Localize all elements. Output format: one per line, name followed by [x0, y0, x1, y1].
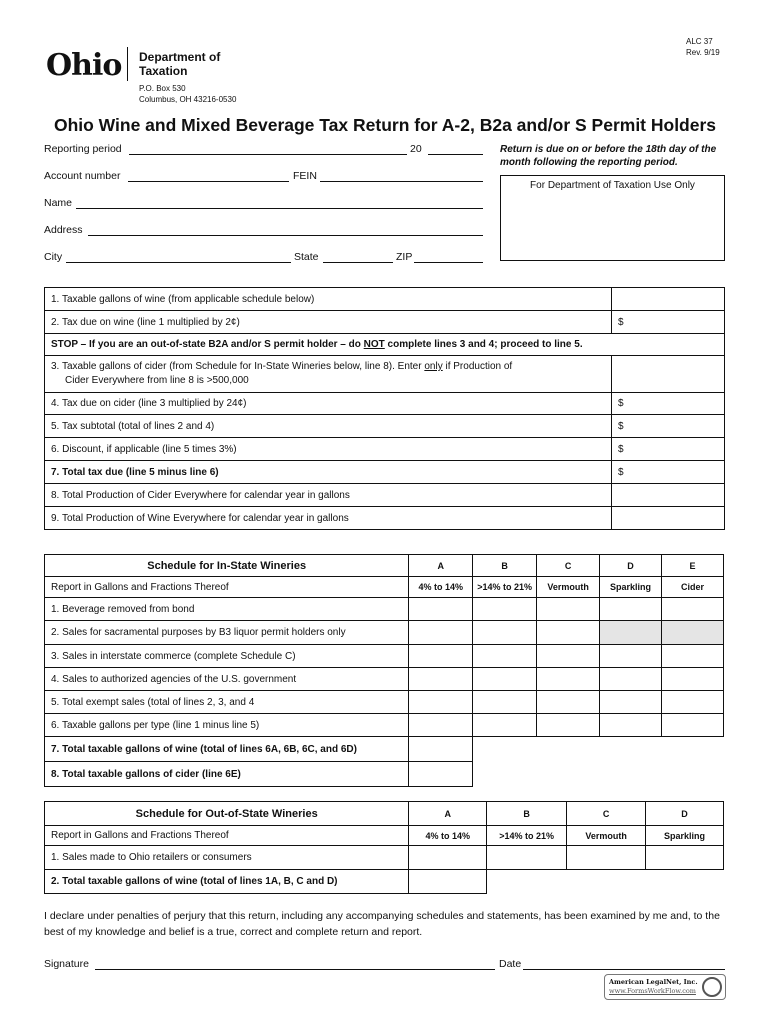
- instate-schedule-table: [44, 554, 724, 787]
- outstate-schedule-table: [44, 801, 724, 894]
- dollar-sign: $: [618, 466, 624, 478]
- instate-row-6: [45, 714, 724, 737]
- signature-label: Signature: [44, 958, 89, 970]
- instate-cell[interactable]: [409, 645, 473, 668]
- perjury-declaration: I declare under penalties of perjury that this return, including any accompanying schedules and statements, has been examined by me and, to the best of my knowledge and belief is a true, correct and complete return and report.: [44, 910, 720, 938]
- instate-cell[interactable]: [473, 668, 537, 691]
- instate-header-row: [45, 555, 724, 577]
- line-2-row: [45, 311, 725, 334]
- reporting-period-field[interactable]: [129, 154, 407, 155]
- instate-cell[interactable]: [409, 621, 473, 645]
- outstate-subtitle: Report in Gallons and Fractions Thereof: [45, 826, 409, 846]
- instate-cell[interactable]: [537, 598, 600, 621]
- instate-cell[interactable]: [662, 645, 724, 668]
- instate-row-label: 4. Sales to authorized agencies of the U.S. government: [45, 668, 409, 691]
- instate-cell[interactable]: [409, 668, 473, 691]
- line-2-input[interactable]: [612, 311, 725, 334]
- line-9-label: 9. Total Production of Wine Everywhere for calendar year in gallons: [45, 507, 612, 530]
- instate-row-label: 2. Sales for sacramental purposes by B3 liquor permit holders only: [45, 621, 409, 645]
- date-field[interactable]: [523, 969, 725, 970]
- mailing-address: [139, 83, 236, 105]
- instate-subtitle: Report in Gallons and Fractions Thereof: [45, 577, 409, 598]
- instate-row-2: [45, 621, 724, 645]
- account-number-label: Account number: [44, 170, 121, 182]
- instate-row-label: 5. Total exempt sales (total of lines 2, 3, and 4: [45, 691, 409, 714]
- form-id: [686, 36, 720, 58]
- dollar-sign: $: [618, 443, 624, 455]
- zip-label: ZIP: [396, 251, 413, 263]
- line-2-label: 2. Tax due on wine (line 1 multiplied by 2¢): [45, 311, 612, 334]
- name-field[interactable]: [76, 208, 483, 209]
- state-field[interactable]: [323, 262, 393, 263]
- instate-col-e: E: [662, 555, 724, 577]
- instate-cell[interactable]: [537, 714, 600, 737]
- empty-area: [473, 737, 724, 762]
- instate-cell[interactable]: [409, 714, 473, 737]
- instate-cell[interactable]: [662, 714, 724, 737]
- outstate-col-b: B: [487, 802, 567, 826]
- instate-cell[interactable]: [537, 691, 600, 714]
- instate-cell[interactable]: [600, 598, 662, 621]
- department-line2: Taxation: [139, 64, 188, 78]
- state-label: State: [294, 251, 319, 263]
- dollar-sign: $: [618, 398, 624, 409]
- outstate-label-c: Vermouth: [567, 826, 646, 846]
- instate-row-label: 6. Taxable gallons per type (line 1 minus line 5): [45, 714, 409, 737]
- instate-cell[interactable]: [473, 714, 537, 737]
- instate-col-d: D: [600, 555, 662, 577]
- line-4-label: 4. Tax due on cider (line 3 multiplied by 24¢): [45, 393, 612, 415]
- city-label: City: [44, 251, 63, 263]
- outstate-row-1: [45, 846, 724, 870]
- instate-cell[interactable]: [662, 691, 724, 714]
- outstate-col-c: C: [567, 802, 646, 826]
- dollar-sign: $: [618, 420, 624, 432]
- instate-col-c: C: [537, 555, 600, 577]
- line-5-input[interactable]: [612, 415, 725, 438]
- instate-row-5: [45, 691, 724, 714]
- outstate-label-a: 4% to 14%: [409, 826, 487, 846]
- instate-cell[interactable]: [537, 668, 600, 691]
- tax-lines-table: [44, 287, 725, 530]
- instate-label-e: Cider: [662, 577, 724, 598]
- line-1-label: 1. Taxable gallons of wine (from applicable schedule below): [45, 288, 612, 311]
- line-4-row: [45, 393, 725, 415]
- due-date-note: Return is due on or before the 18th day of the month following the reporting period.: [500, 144, 717, 168]
- instate-row-label: 7. Total taxable gallons of wine (total of lines 6A, 6B, 6C, and 6D): [45, 737, 409, 762]
- instate-subheader-row: [45, 577, 724, 598]
- instate-total-wine-cell[interactable]: [409, 737, 473, 762]
- zip-field[interactable]: [414, 262, 483, 263]
- outstate-row-label: 2. Total taxable gallons of wine (total of lines 1A, B, C and D): [45, 870, 409, 894]
- outstate-col-d: D: [646, 802, 724, 826]
- publisher-logo-icon: [702, 977, 722, 997]
- name-label: Name: [44, 197, 73, 209]
- signature-field[interactable]: [95, 969, 495, 970]
- instate-row-4: [45, 668, 724, 691]
- line-8-input[interactable]: [612, 484, 725, 507]
- instate-col-b: B: [473, 555, 537, 577]
- year-prefix-label: 20: [410, 143, 422, 155]
- line-1-input[interactable]: [612, 288, 725, 311]
- empty-area: [473, 762, 724, 787]
- year-field[interactable]: [428, 154, 483, 155]
- line-8-row: [45, 484, 725, 507]
- empty-area: [487, 870, 724, 894]
- line-7-input[interactable]: [612, 461, 725, 484]
- instate-row-label: 1. Beverage removed from bond: [45, 598, 409, 621]
- outstate-total-cell[interactable]: [409, 870, 487, 894]
- outstate-label-d: Sparkling: [646, 826, 724, 846]
- outstate-label-b: >14% to 21%: [487, 826, 567, 846]
- instate-row-label: 3. Sales in interstate commerce (complete Schedule C): [45, 645, 409, 668]
- reporting-period-label: Reporting period: [44, 143, 122, 155]
- instate-col-a: A: [409, 555, 473, 577]
- instate-label-d: Sparkling: [600, 577, 662, 598]
- outstate-header-row: [45, 802, 724, 826]
- city-state-zip: Columbus, OH 43216-0530: [139, 95, 237, 104]
- instate-label-b: >14% to 21%: [473, 577, 537, 598]
- ohio-logo: Ohio: [46, 48, 122, 83]
- department-use-label: For Department of Taxation Use Only: [530, 180, 695, 191]
- line-6-label: 6. Discount, if applicable (line 5 times 3%): [45, 438, 612, 461]
- instate-row-3: [45, 645, 724, 668]
- instate-cell[interactable]: [662, 668, 724, 691]
- instate-cell[interactable]: [662, 598, 724, 621]
- instate-row-8: [45, 762, 724, 787]
- department-use-box: [500, 175, 725, 261]
- form-code: ALC 37: [686, 37, 713, 46]
- date-label: Date: [499, 958, 522, 970]
- outstate-subheader-row: [45, 826, 724, 846]
- line-4-input[interactable]: [612, 393, 725, 415]
- instate-row-label: 8. Total taxable gallons of cider (line 6E): [45, 762, 409, 787]
- instate-cell[interactable]: [473, 598, 537, 621]
- outstate-cell[interactable]: [646, 846, 724, 870]
- fein-label: FEIN: [293, 170, 317, 182]
- po-box: P.O. Box 530: [139, 84, 186, 93]
- instate-cell[interactable]: [600, 714, 662, 737]
- line-6-row: [45, 438, 725, 461]
- dollar-sign: $: [618, 316, 624, 328]
- instate-cell[interactable]: [600, 645, 662, 668]
- instate-row-7: [45, 737, 724, 762]
- outstate-cell[interactable]: [409, 846, 487, 870]
- department-line1: Department of: [139, 50, 221, 64]
- outstate-cell[interactable]: [567, 846, 646, 870]
- department-name: [139, 50, 220, 78]
- stop-row: [45, 334, 725, 356]
- instate-cell-shaded: [600, 621, 662, 645]
- instate-cell[interactable]: [537, 645, 600, 668]
- line-3-label: 3. Taxable gallons of cider (from Schedule for In-State Wineries below, line 8). Enter only if Production of Cider Everywhere from line 8 is >500,000: [45, 356, 612, 393]
- city-field[interactable]: [66, 262, 291, 263]
- form-revision: Rev. 9/19: [686, 48, 720, 57]
- instate-cell[interactable]: [409, 691, 473, 714]
- publisher-url: www.FormsWorkFlow.com: [609, 987, 696, 995]
- instate-label-a: 4% to 14%: [409, 577, 473, 598]
- instate-cell[interactable]: [473, 621, 537, 645]
- fein-field[interactable]: [320, 181, 483, 182]
- publisher-name: American LegalNet, Inc.: [609, 978, 698, 986]
- instate-total-cider-cell[interactable]: [409, 762, 473, 787]
- form-title: Ohio Wine and Mixed Beverage Tax Return for A-2, B2a and/or S Permit Holders: [53, 115, 717, 135]
- account-number-field[interactable]: [128, 181, 289, 182]
- outstate-row-label: 1. Sales made to Ohio retailers or consumers: [45, 846, 409, 870]
- instate-cell[interactable]: [600, 668, 662, 691]
- logo-divider: [127, 47, 128, 81]
- instate-row-1: [45, 598, 724, 621]
- line-9-input[interactable]: [612, 507, 725, 530]
- outstate-row-2: [45, 870, 724, 894]
- instate-cell[interactable]: [409, 598, 473, 621]
- address-field[interactable]: [88, 235, 483, 236]
- stop-instruction: STOP – If you are an out-of-state B2A and/or S permit holder – do NOT complete lines 3 and 4; proceed to line 5.: [45, 334, 725, 356]
- line-5-label: 5. Tax subtotal (total of lines 2 and 4): [45, 415, 612, 438]
- line-9-row: [45, 507, 725, 530]
- address-label: Address: [44, 224, 83, 236]
- publisher-badge: [604, 974, 726, 1000]
- line-7-row: [45, 461, 725, 484]
- outstate-schedule-title: Schedule for Out-of-State Wineries: [45, 802, 409, 826]
- instate-label-c: Vermouth: [537, 577, 600, 598]
- outstate-col-a: A: [409, 802, 487, 826]
- instate-cell[interactable]: [600, 691, 662, 714]
- line-7-label: 7. Total tax due (line 5 minus line 6): [45, 461, 612, 484]
- line-8-label: 8. Total Production of Cider Everywhere for calendar year in gallons: [45, 484, 612, 507]
- line-3-row: [45, 356, 725, 393]
- line-5-row: [45, 415, 725, 438]
- line-6-input[interactable]: [612, 438, 725, 461]
- instate-cell[interactable]: [537, 621, 600, 645]
- instate-cell[interactable]: [473, 691, 537, 714]
- line-3-input[interactable]: [612, 356, 725, 393]
- instate-cell[interactable]: [473, 645, 537, 668]
- instate-cell-shaded: [662, 621, 724, 645]
- line-1-row: [45, 288, 725, 311]
- instate-schedule-title: Schedule for In-State Wineries: [45, 555, 409, 577]
- outstate-cell[interactable]: [487, 846, 567, 870]
